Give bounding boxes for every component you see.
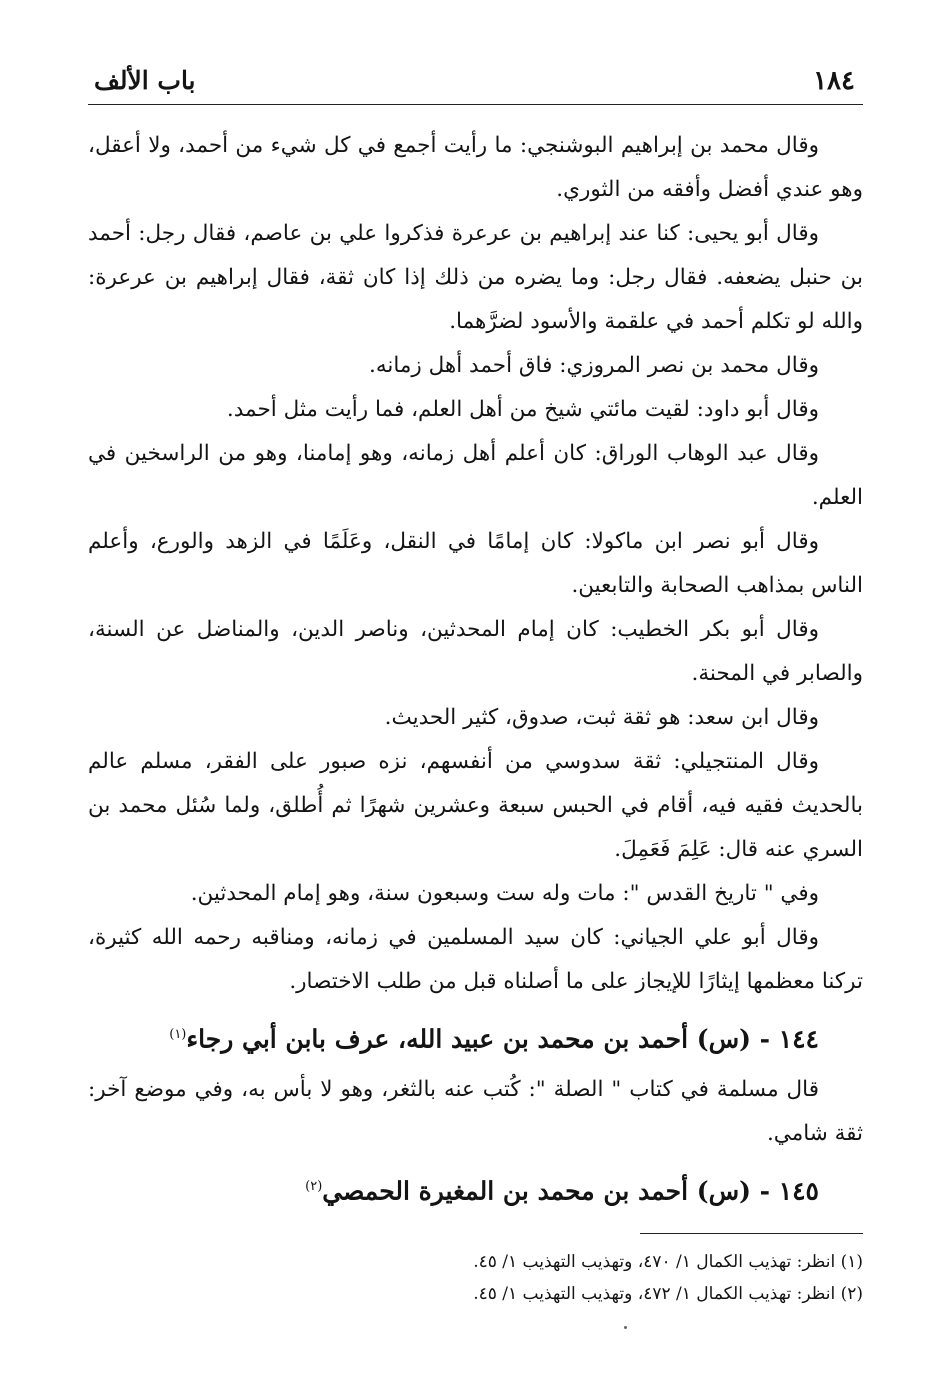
footnotes [88, 1246, 863, 1310]
paragraph-abu-dawud: وقال أبو داود: لقيت مائتي شيخ من أهل العلم، فما رأيت مثل أحمد. [226, 397, 819, 422]
paragraph-ibn-makula: وقال أبو نصر ابن ماكولا: كان إمامًا في النقل، وعَلَمًا في الزهد والورع، وأعلم الناس بمذاهب الصحابة والتابعين. [88, 529, 863, 598]
running-header [88, 60, 863, 105]
paragraph-bushanji: وقال محمد بن إبراهيم البوشنجي: ما رأيت أجمع في كل شيء من أحمد، ولا أعقل، وهو عندي أفضل وأفقه من الثوري. [88, 133, 863, 202]
paragraph-ibn-saad: وقال ابن سعد: هو ثقة ثبت، صدوق، كثير الحديث. [384, 705, 819, 730]
paragraph-warraq: وقال عبد الوهاب الوراق: كان أعلم أهل زمانه، وهو إمامنا، وهو من الراسخين في العلم. [88, 441, 863, 510]
paragraph-entry-144: قال مسلمة في كتاب " الصلة ": كُتب عنه بالثغر، وهو لا بأس به، وفي موضع آخر: ثقة شامي. [88, 1077, 863, 1147]
entry-heading-144 [88, 1012, 863, 1062]
paragraph-jayyani: وقال أبو علي الجياني: كان سيد المسلمين في زمانه، ومناقبه رحمه الله كثيرة، تركنا معظمها إيثارًا للإيجاز على ما أصلناه قبل من طلب الاختصار. [88, 925, 863, 994]
section-title: باب الألف [94, 66, 196, 95]
paragraph-marwazi: وقال محمد بن نصر المروزي: فاق أحمد أهل زمانه. [369, 353, 819, 378]
footnote-ref-2[interactable]: (٢) [305, 1179, 323, 1195]
paragraph-tarikh-al-quds: وفي " تاريخ القدس ": مات وله ست وسبعون سنة، وهو إمام المحدثين. [190, 881, 819, 906]
entry-heading-145 [88, 1164, 863, 1214]
footnote-separator [640, 1233, 863, 1234]
paragraph-muntajili: وقال المنتجيلي: ثقة سدوسي من أنفسهم، نزه صبور على الفقر، مسلم عالم بالحديث فقيه فيه، أقام في الحبس سبعة وعشرين شهرًا ثم أُطلق، ولما سُئل محمد بن السري عنه قال: عَلِمَ فَعَمِلَ. [88, 749, 863, 862]
ink-speck [624, 1326, 627, 1329]
page-number: ١٨٤ [813, 66, 855, 96]
paragraph-abu-yahya: وقال أبو يحيى: كنا عند إبراهيم بن عرعرة فذكروا علي بن عاصم، فقال رجل: أحمد بن حنبل يضعفه. فقال رجل: وما يضره من ذلك إذا كان ثقة، فقال إبراهيم بن عرعرة: والله لو تكلم أحمد في علقمة والأسود لضرَّهما. [88, 221, 863, 334]
main-text [88, 124, 863, 1221]
entry-heading-144-text: ١٤٤ - (س) أحمد بن محمد بن عبيد الله، عرف بابن أبي رجاء [186, 1024, 819, 1054]
paragraph-khatib: وقال أبو بكر الخطيب: كان إمام المحدثين، وناصر الدين، والمناضل عن السنة، والصابر في المحنة. [88, 617, 863, 686]
footnote-1: (١) انظر: تهذيب الكمال ١/ ٤٧٠، وتهذيب التهذيب ١/ ٤٥. [473, 1252, 863, 1272]
footnote-2: (٢) انظر: تهذيب الكمال ١/ ٤٧٢، وتهذيب التهذيب ١/ ٤٥. [473, 1284, 863, 1304]
entry-heading-145-text: ١٤٥ - (س) أحمد بن محمد بن المغيرة الحمصي [322, 1176, 819, 1206]
footnote-ref-1[interactable]: (١) [169, 1027, 187, 1042]
